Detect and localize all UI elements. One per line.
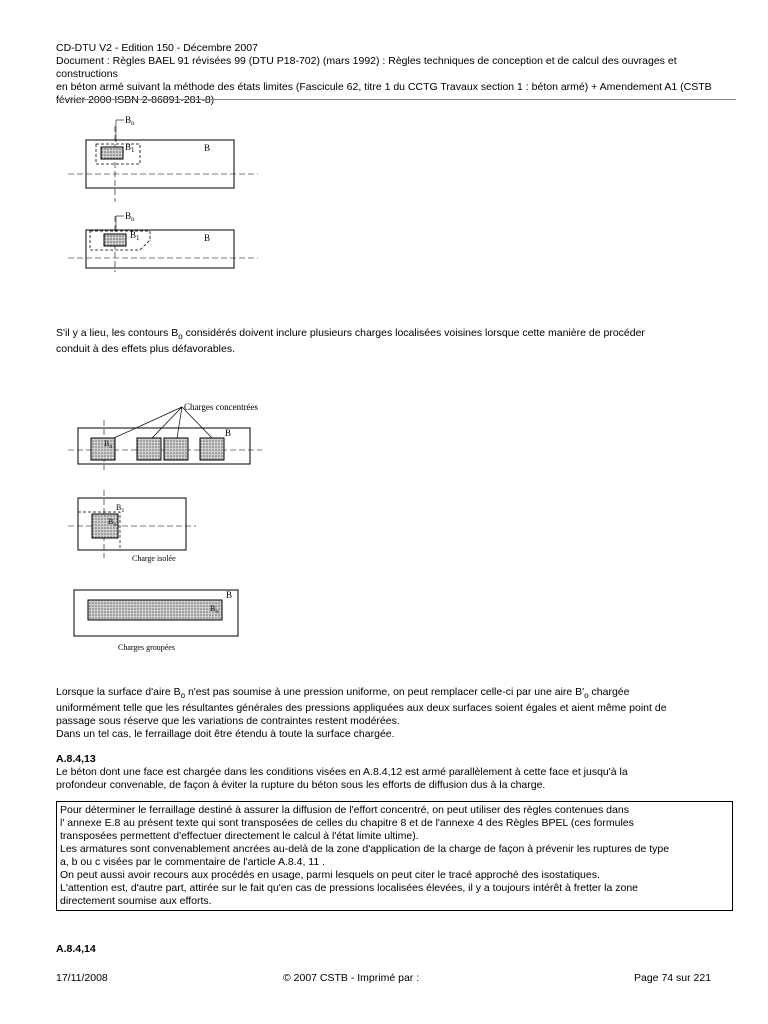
figure-charges [62,398,292,656]
figure-contours-b0-b1 [68,112,258,272]
label-b-2: B [204,233,211,243]
diagram-charges-concentrees [68,402,262,470]
para1-text-a: S'il y a lieu, les contours B [56,327,179,339]
header-line-2: Document : Règles BAEL 91 révisées 99 (DTU P18-702) (mars 1992) : Règles techniques de conception et de calcul des ouvrages et constructions [56,55,680,80]
label-b1: $B_1$ [125,142,135,154]
box-line: Les armatures sont convenablement ancrées au-delà de la zone d'application de la charge de façon à prévenir les ruptures de type [60,843,670,855]
paragraph-surface-aire [56,686,736,741]
label-b1-2: $B_1$ [130,230,140,242]
footer-date: 17/11/2008 [56,972,108,984]
para2-l1b: n'est pas soumise à une pression uniforme, on peut remplacer celle-ci par une aire B' [185,686,585,698]
label-b0-groupees: $B_o$ [210,604,219,615]
header-line-3: en béton armé suivant la méthode des états limites (Fascicule 62, titre 1 du CCTG Travaux section 1 : béton armé) + Amendement A1 (CSTB [56,81,712,93]
label-charges-groupees: Charges groupées [118,643,175,652]
box-line: directement soumise aux efforts. [60,895,212,907]
paragraph-contours [56,327,736,356]
label-b0-2: $B_o$ [125,211,135,223]
header-divider [56,99,736,100]
label-b1-isolee: $B_1$ [116,503,125,514]
footer-page-number: Page 74 sur 221 [634,972,712,984]
footer-copyright: © 2007 CSTB - Imprimé par : [283,972,420,984]
box-line: a, b ou c visées par le commentaire de l'article A.8.4, 11 . [60,856,326,868]
commentary-box [56,801,733,911]
section-a8413 [56,753,736,792]
diagram-1 [68,115,258,202]
para2-l1sub: o [180,691,186,701]
para2-l1sub2: o [584,691,589,701]
para1-text-b: considérés doivent inclure plusieurs charges localisées voisines lorsque cette manière de procéder [182,327,645,339]
label-charge-isolee: Charge isolée [132,554,176,563]
diagram-2 [68,211,258,272]
para2-l4: Dans un tel cas, le ferraillage doit être étendu à toute la surface chargée. [56,728,395,741]
box-line: On peut aussi avoir recours aux procédés en usage, parmi lesquels on peut citer le tracé approché des isostatiques. [60,869,600,881]
para2-l1c: chargée [588,686,630,698]
diagram-charge-isolee [68,490,196,563]
diagram-charges-groupees [74,590,238,652]
para2-l1a: Lorsque la surface d'aire B [56,686,181,698]
label-b0-isolee: $B_o$ [108,517,117,528]
label-charges-concentrees: Charges concentrées [184,402,259,412]
section-heading-a8414: A.8.4,14 [56,943,96,955]
label-b: B [204,143,211,153]
header-line-4: février 2000 ISBN 2-86891-281-8) [56,94,215,106]
section-heading-a8413: A.8.4,13 [56,753,96,765]
para2-l3: passage sous réserve que les variations de contraintes restent modérées. [56,715,400,728]
box-line: L'attention est, d'autre part, attirée sur le fait qu'en cas de pressions localisées élevées, il y a toujours intérêt à fretter la zone [60,882,638,894]
label-b0: $B_o$ [125,115,135,127]
box-line: transposées permettent d'effectuer directement le calcul à l'état limite ultime). [60,830,419,842]
para1-sub: o [178,332,183,342]
label-b0-conc: $B_o$ [104,439,113,450]
page-header [56,42,736,107]
para2-l2: uniformément telle que les résultantes générales des pressions appliquées aux deux surfaces soient égales et aient même point de [56,702,667,715]
section1-line-1: Le béton dont une face est chargée dans les conditions visées en A.8.4,12 est armé parallèlement à cette face et jusqu'à la [56,766,628,778]
label-b-groupees: B [226,590,233,600]
para1-text-c: conduit à des effets plus défavorables. [56,343,236,356]
label-b-conc: B [225,428,232,438]
box-line: Pour déterminer le ferraillage destiné à assurer la diffusion de l'effort concentré, on peut utiliser des règles contenues dans [60,804,629,816]
section1-line-2: profondeur convenable, de façon à éviter la rupture du béton sous les efforts de diffusion dus à la charge. [56,779,546,791]
box-line: l' annexe E.8 au présent texte qui sont transposées de celles du chapitre 8 et de l'annexe 4 des Règles BPEL (ces formules [60,817,634,829]
header-line-1: CD-DTU V2 - Edition 150 - Décembre 2007 [56,42,258,54]
